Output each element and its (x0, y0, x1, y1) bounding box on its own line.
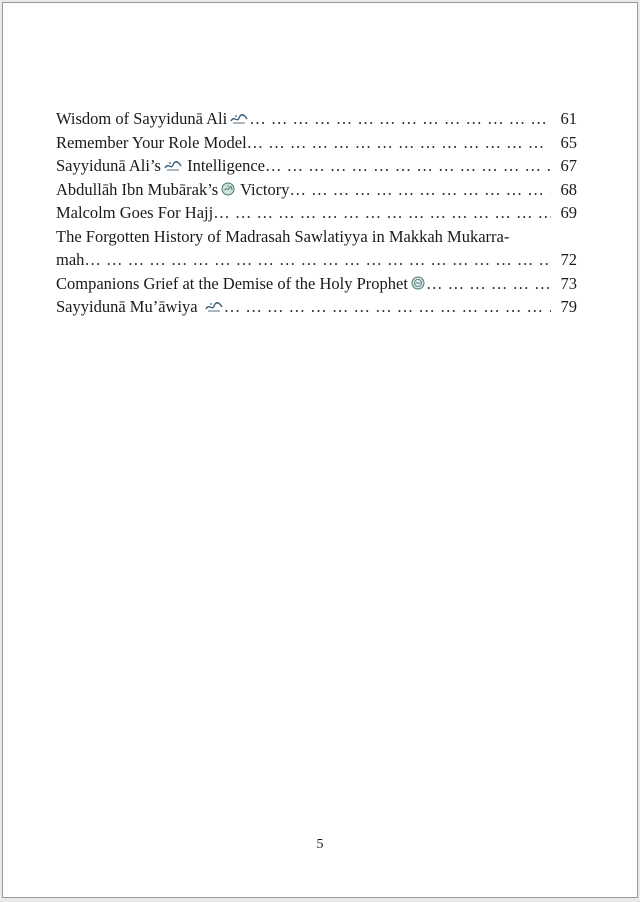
toc-page-number: 68 (560, 179, 577, 199)
toc-page-number: 72 (560, 250, 577, 269)
toc-entry-multiline[interactable] (56, 225, 577, 272)
toc-page-number: 67 (560, 156, 577, 175)
page-number: 5 (316, 837, 324, 852)
toc-page-number: 73 (560, 273, 577, 293)
toc-entry[interactable] (56, 154, 577, 178)
toc-entry[interactable] (56, 107, 577, 131)
toc-entry-title: Sayyidunā Ali’s Intelligence (56, 156, 265, 175)
radiyallahu-anhu-calligraphy-icon (230, 112, 248, 125)
toc-entry-title: Companions Grief at the Demise of the Holy Prophet (56, 272, 426, 296)
toc-page-number: 79 (560, 297, 577, 316)
toc-entry-title: Abdullāh Ibn Mubārak’s Victory (56, 179, 290, 199)
toc-entry-continuation (56, 248, 577, 272)
toc-entry-title: Remember Your Role Model (56, 132, 247, 152)
toc-page-number: 61 (560, 109, 577, 128)
toc-page-number: 69 (560, 203, 577, 222)
toc-leader-dots (224, 295, 551, 319)
toc-entry-title-line1: The Forgotten History of Madrasah Sawlatiyya in Makkah Mukarra- (56, 226, 510, 246)
toc-entry-title-line2: mah (56, 250, 85, 269)
toc-leader-dots (213, 201, 551, 225)
radiyallahu-anhu-calligraphy-icon (164, 159, 182, 172)
toc-entry[interactable] (56, 272, 577, 296)
toc-leader-dots (426, 272, 551, 296)
toc-entry-title: Malcolm Goes For Hajj (56, 203, 214, 222)
toc-leader-dots (265, 154, 551, 178)
toc-entry-title: Wisdom of Sayyidunā Ali (56, 107, 249, 131)
toc-leader-dots (249, 107, 551, 131)
toc-leader-dots (289, 178, 551, 202)
sallallahu-alayhi-wasallam-seal-icon (411, 276, 425, 290)
toc-leader-dots (84, 248, 551, 272)
toc-entry[interactable] (56, 131, 577, 155)
toc-page-number: 65 (560, 132, 577, 152)
toc-leader-dots (247, 131, 551, 155)
toc-entry-title: Sayyidunā Mu’āwiya (56, 295, 224, 319)
table-of-contents (56, 107, 577, 319)
toc-entry[interactable] (56, 295, 577, 319)
radiyallahu-anhu-calligraphy-icon (205, 300, 223, 313)
toc-entry[interactable] (56, 201, 577, 225)
toc-entry[interactable] (56, 178, 577, 202)
rahmatullah-alayh-seal-icon (221, 182, 235, 196)
document-page (2, 2, 638, 898)
